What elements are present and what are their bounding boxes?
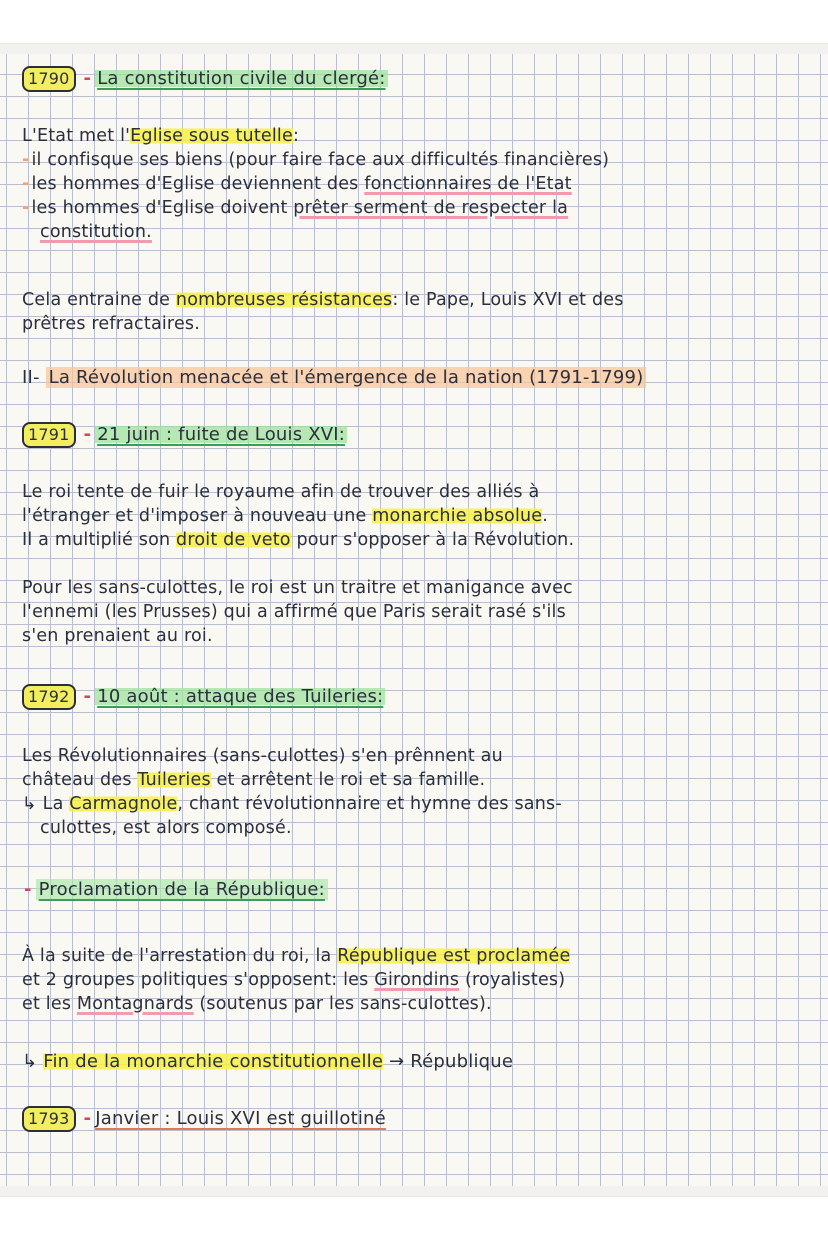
text: La: [42, 794, 70, 814]
heading-1790: [22, 66, 820, 92]
dash-marker: -: [83, 1108, 92, 1129]
part-heading: [22, 366, 820, 390]
text-line: [22, 968, 820, 992]
bullet-line: [22, 196, 820, 220]
text: et 2 groupes politiques s'opposent: les: [22, 970, 375, 990]
text: : le Pape, Louis XVI et des: [392, 290, 624, 310]
page-bottom-edge: [0, 1186, 828, 1196]
heading-proclamation: [22, 878, 820, 902]
heading-1793: [22, 1106, 820, 1132]
text: Pour les sans-culottes, le roi est un traitre et manigance avec: [22, 578, 573, 598]
dash-marker: -: [83, 68, 92, 89]
text: , chant révolutionnaire et hymne des sans-: [177, 794, 562, 814]
text: Le roi tente de fuir le royaume afin de trouver des alliés à: [22, 482, 540, 502]
text: s'en prenaient au roi.: [22, 626, 213, 646]
text: prêtres refractaires.: [22, 314, 200, 334]
highlight-yellow: République est proclamée: [337, 946, 571, 966]
bullet-line: [22, 172, 820, 196]
text: (soutenus par les sans-culottes).: [193, 994, 492, 1014]
bullet-dash: -: [22, 174, 30, 194]
date-badge: 1790: [22, 66, 76, 92]
text-line: [22, 944, 820, 968]
text: et les: [22, 994, 77, 1014]
heading-1792: [22, 684, 820, 710]
underlined-term: prêter serment de respecter la: [293, 198, 569, 218]
text-line: [22, 792, 820, 816]
text: (royalistes): [459, 970, 566, 990]
page-top-edge: [0, 44, 828, 54]
underlined-term: constitution.: [40, 222, 152, 242]
highlight-yellow: Tuileries: [137, 770, 211, 790]
underlined-term: fonctionnaires de l'Etat: [364, 174, 572, 194]
section-heading: La constitution civile du clergé:: [97, 68, 386, 89]
section-heading: Proclamation de la République:: [36, 879, 328, 900]
bullet-line: [22, 148, 820, 172]
part-numeral: II-: [22, 367, 40, 388]
bullet-dash: -: [22, 150, 30, 170]
text-line: [22, 600, 820, 624]
date-badge: 1791: [22, 422, 76, 448]
text: l'étranger et d'imposer à nouveau une: [22, 506, 373, 526]
text-line: [40, 220, 820, 244]
text: :: [292, 126, 300, 146]
sub-arrow-icon: ↳: [22, 794, 37, 814]
text-line: [22, 312, 820, 336]
highlight-yellow: droit de veto: [176, 530, 291, 550]
text: Il a multiplié son: [22, 530, 177, 550]
section-heading: 21 juin : fuite de Louis XVI:: [97, 424, 346, 445]
text-line: [40, 816, 820, 840]
text-line: [22, 768, 820, 792]
text: les hommes d'Eglise deviennent des: [31, 174, 365, 194]
highlight-yellow: monarchie absolue: [372, 506, 543, 526]
text: château des: [22, 770, 138, 790]
text-line: [22, 124, 820, 148]
heading-1791: [22, 422, 820, 448]
sub-arrow-icon: ↳: [22, 1051, 38, 1072]
section-heading: 10 août : attaque des Tuileries:: [97, 686, 384, 707]
text-line: [22, 288, 820, 312]
text: .: [542, 506, 549, 526]
notebook-page: [0, 44, 828, 1196]
text: pour s'opposer à la Révolution.: [290, 530, 575, 550]
text-line: [22, 528, 820, 552]
text: Les Révolutionnaires (sans-culottes) s'en prênnent au: [22, 746, 503, 766]
section-heading: Janvier : Louis XVI est guillotiné: [95, 1108, 386, 1129]
underlined-term: Montagnards: [76, 994, 194, 1014]
date-badge: 1792: [22, 684, 76, 710]
dash-marker: -: [83, 686, 92, 707]
text-line: [22, 624, 820, 648]
highlight-yellow: Eglise sous tutelle: [130, 126, 293, 146]
text: il confisque ses biens (pour faire face aux difficultés financières): [31, 150, 610, 170]
text: Cela entraine de: [22, 290, 176, 310]
text: → République: [383, 1051, 514, 1072]
text-line: [22, 744, 820, 768]
text: et arrêtent le roi et sa famille.: [210, 770, 486, 790]
underlined-term: Girondins: [374, 970, 460, 990]
text: l'ennemi (les Prusses) qui a affirmé que Paris serait rasé s'ils: [22, 602, 566, 622]
date-badge: 1793: [22, 1106, 76, 1132]
text-line: [22, 576, 820, 600]
text-line: [22, 480, 820, 504]
text-line: [22, 992, 820, 1016]
text: À la suite de l'arrestation du roi, la: [22, 946, 338, 966]
highlight-yellow: Carmagnole: [69, 794, 178, 814]
text: les hommes d'Eglise doivent: [31, 198, 294, 218]
text-line: [22, 504, 820, 528]
bullet-dash: -: [22, 198, 30, 218]
text: L'Etat met l': [22, 126, 131, 146]
text: culottes, est alors composé.: [40, 818, 292, 838]
highlight-yellow: nombreuses résistances: [175, 290, 393, 310]
part-title: La Révolution menacée et l'émergence de la nation (1791-1799): [46, 367, 647, 388]
highlight-yellow: Fin de la monarchie constitutionnelle: [43, 1051, 384, 1072]
dash-marker: -: [24, 879, 32, 900]
conclusion-line: [22, 1050, 820, 1074]
dash-marker: -: [83, 424, 92, 445]
